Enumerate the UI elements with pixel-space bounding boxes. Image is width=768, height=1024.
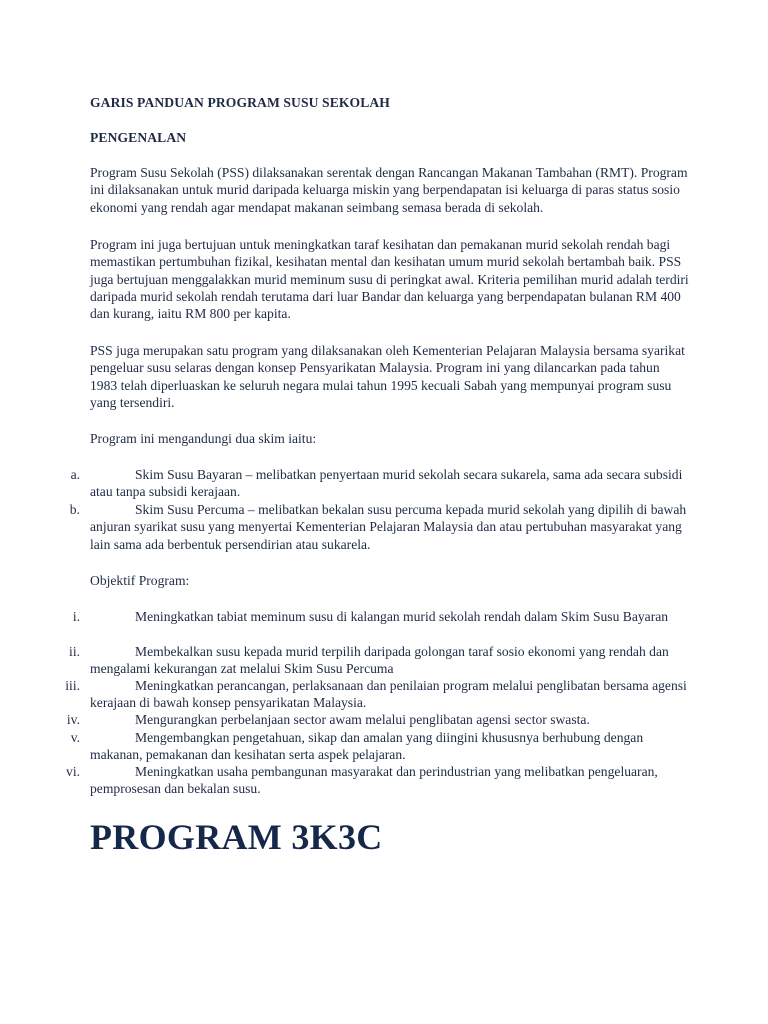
list-marker: i. xyxy=(72,609,80,624)
list-marker: vi. xyxy=(66,764,80,779)
list-item-text: Membekalkan susu kepada murid terpilih daripada golongan taraf sosio ekonomi yang rendah dan mengalami kekurangan zat melalui Skim Susu Percuma xyxy=(90,644,669,677)
list-item xyxy=(66,763,690,798)
list-item xyxy=(69,501,690,553)
list-item xyxy=(66,711,690,728)
list-marker: ii. xyxy=(69,644,80,659)
list-item xyxy=(69,643,690,678)
list-marker: iv. xyxy=(66,712,80,727)
objectives-heading: Objektif Program: xyxy=(90,573,190,588)
list-marker: a. xyxy=(70,467,80,482)
list-item-text: Mengembangkan pengetahuan, sikap dan amalan yang diingini khususnya berhubung dengan makanan, pemakanan dan kesihatan serta aspek pelajaran. xyxy=(90,730,644,763)
paragraph-4: Program ini mengandungi dua skim iaitu: xyxy=(90,431,317,446)
list-marker: v. xyxy=(70,730,80,745)
program-title: PROGRAM 3K3C xyxy=(90,817,383,857)
list-item xyxy=(72,608,690,625)
list-marker: iii. xyxy=(65,678,80,693)
paragraph-3: PSS juga merupakan satu program yang dilaksanakan oleh Kementerian Pelajaran Malaysia bersama syarikat pengeluar susu selaras dengan konsep Pensyarikatan Malaysia. Program ini yang dilancarkan pada tahun 1983 telah diperluaskan ke seluruh negara mulai tahun 1995 kecuali Sabah yang mempunyai program susu yang tersendiri. xyxy=(90,343,685,410)
list-item-text: Meningkatkan tabiat meminum susu di kalangan murid sekolah rendah dalam Skim Susu Bayaran xyxy=(135,609,669,624)
list-marker: b. xyxy=(69,502,80,517)
list-item xyxy=(70,466,690,501)
list-item xyxy=(70,729,690,764)
list-item xyxy=(65,677,690,712)
section-heading: PENGENALAN xyxy=(90,130,187,145)
list-item-text: Skim Susu Bayaran – melibatkan penyertaan murid sekolah secara sukarela, sama ada secara subsidi atau tanpa subsidi kerajaan. xyxy=(90,467,683,500)
paragraph-1: Program Susu Sekolah (PSS) dilaksanakan serentak dengan Rancangan Makanan Tambahan (RMT). Program ini dilaksanakan untuk murid daripada keluarga miskin yang berpendapatan isi keluarga di paras status sosio ekonomi yang rendah agar mendapat makanan seimbang semasa berada di sekolah. xyxy=(90,165,688,215)
list-item-text: Meningkatkan perancangan, perlaksanaan dan penilaian program melalui penglibatan bersama agensi kerajaan di bawah konsep pensyarikatan Malaysia. xyxy=(90,678,687,711)
paragraph-2: Program ini juga bertujuan untuk meningkatkan taraf kesihatan dan pemakanan murid sekolah rendah bagi memastikan pertumbuhan fizikal, kesihatan mental dan kesihatan umum murid sekolah bertambah baik. PSS juga bertujuan menggalakkan murid meminum susu di peringkat awal. Kriteria pemilihan murid adalah terdiri daripada murid sekolah rendah terutama dari luar Bandar dan keluarga yang berpendapatan bulanan RM 400 dan kurang, iaitu RM 800 per kapita. xyxy=(90,237,689,322)
list-item-text: Meningkatkan usaha pembangunan masyarakat dan perindustrian yang melibatkan pengeluaran, pemprosesan dan bekalan susu. xyxy=(90,764,658,797)
list-item-text: Mengurangkan perbelanjaan sector awam melalui penglibatan agensi sector swasta. xyxy=(135,712,590,727)
document-title: GARIS PANDUAN PROGRAM SUSU SEKOLAH xyxy=(90,95,390,110)
list-item-text: Skim Susu Percuma – melibatkan bekalan susu percuma kepada murid sekolah yang dipilih di bawah anjuran syarikat susu yang menyertai Kementerian Pelajaran Malaysia dan atau pertubuhan masyarakat yang lain sama ada berbentuk persendirian atau sukarela. xyxy=(90,502,687,552)
